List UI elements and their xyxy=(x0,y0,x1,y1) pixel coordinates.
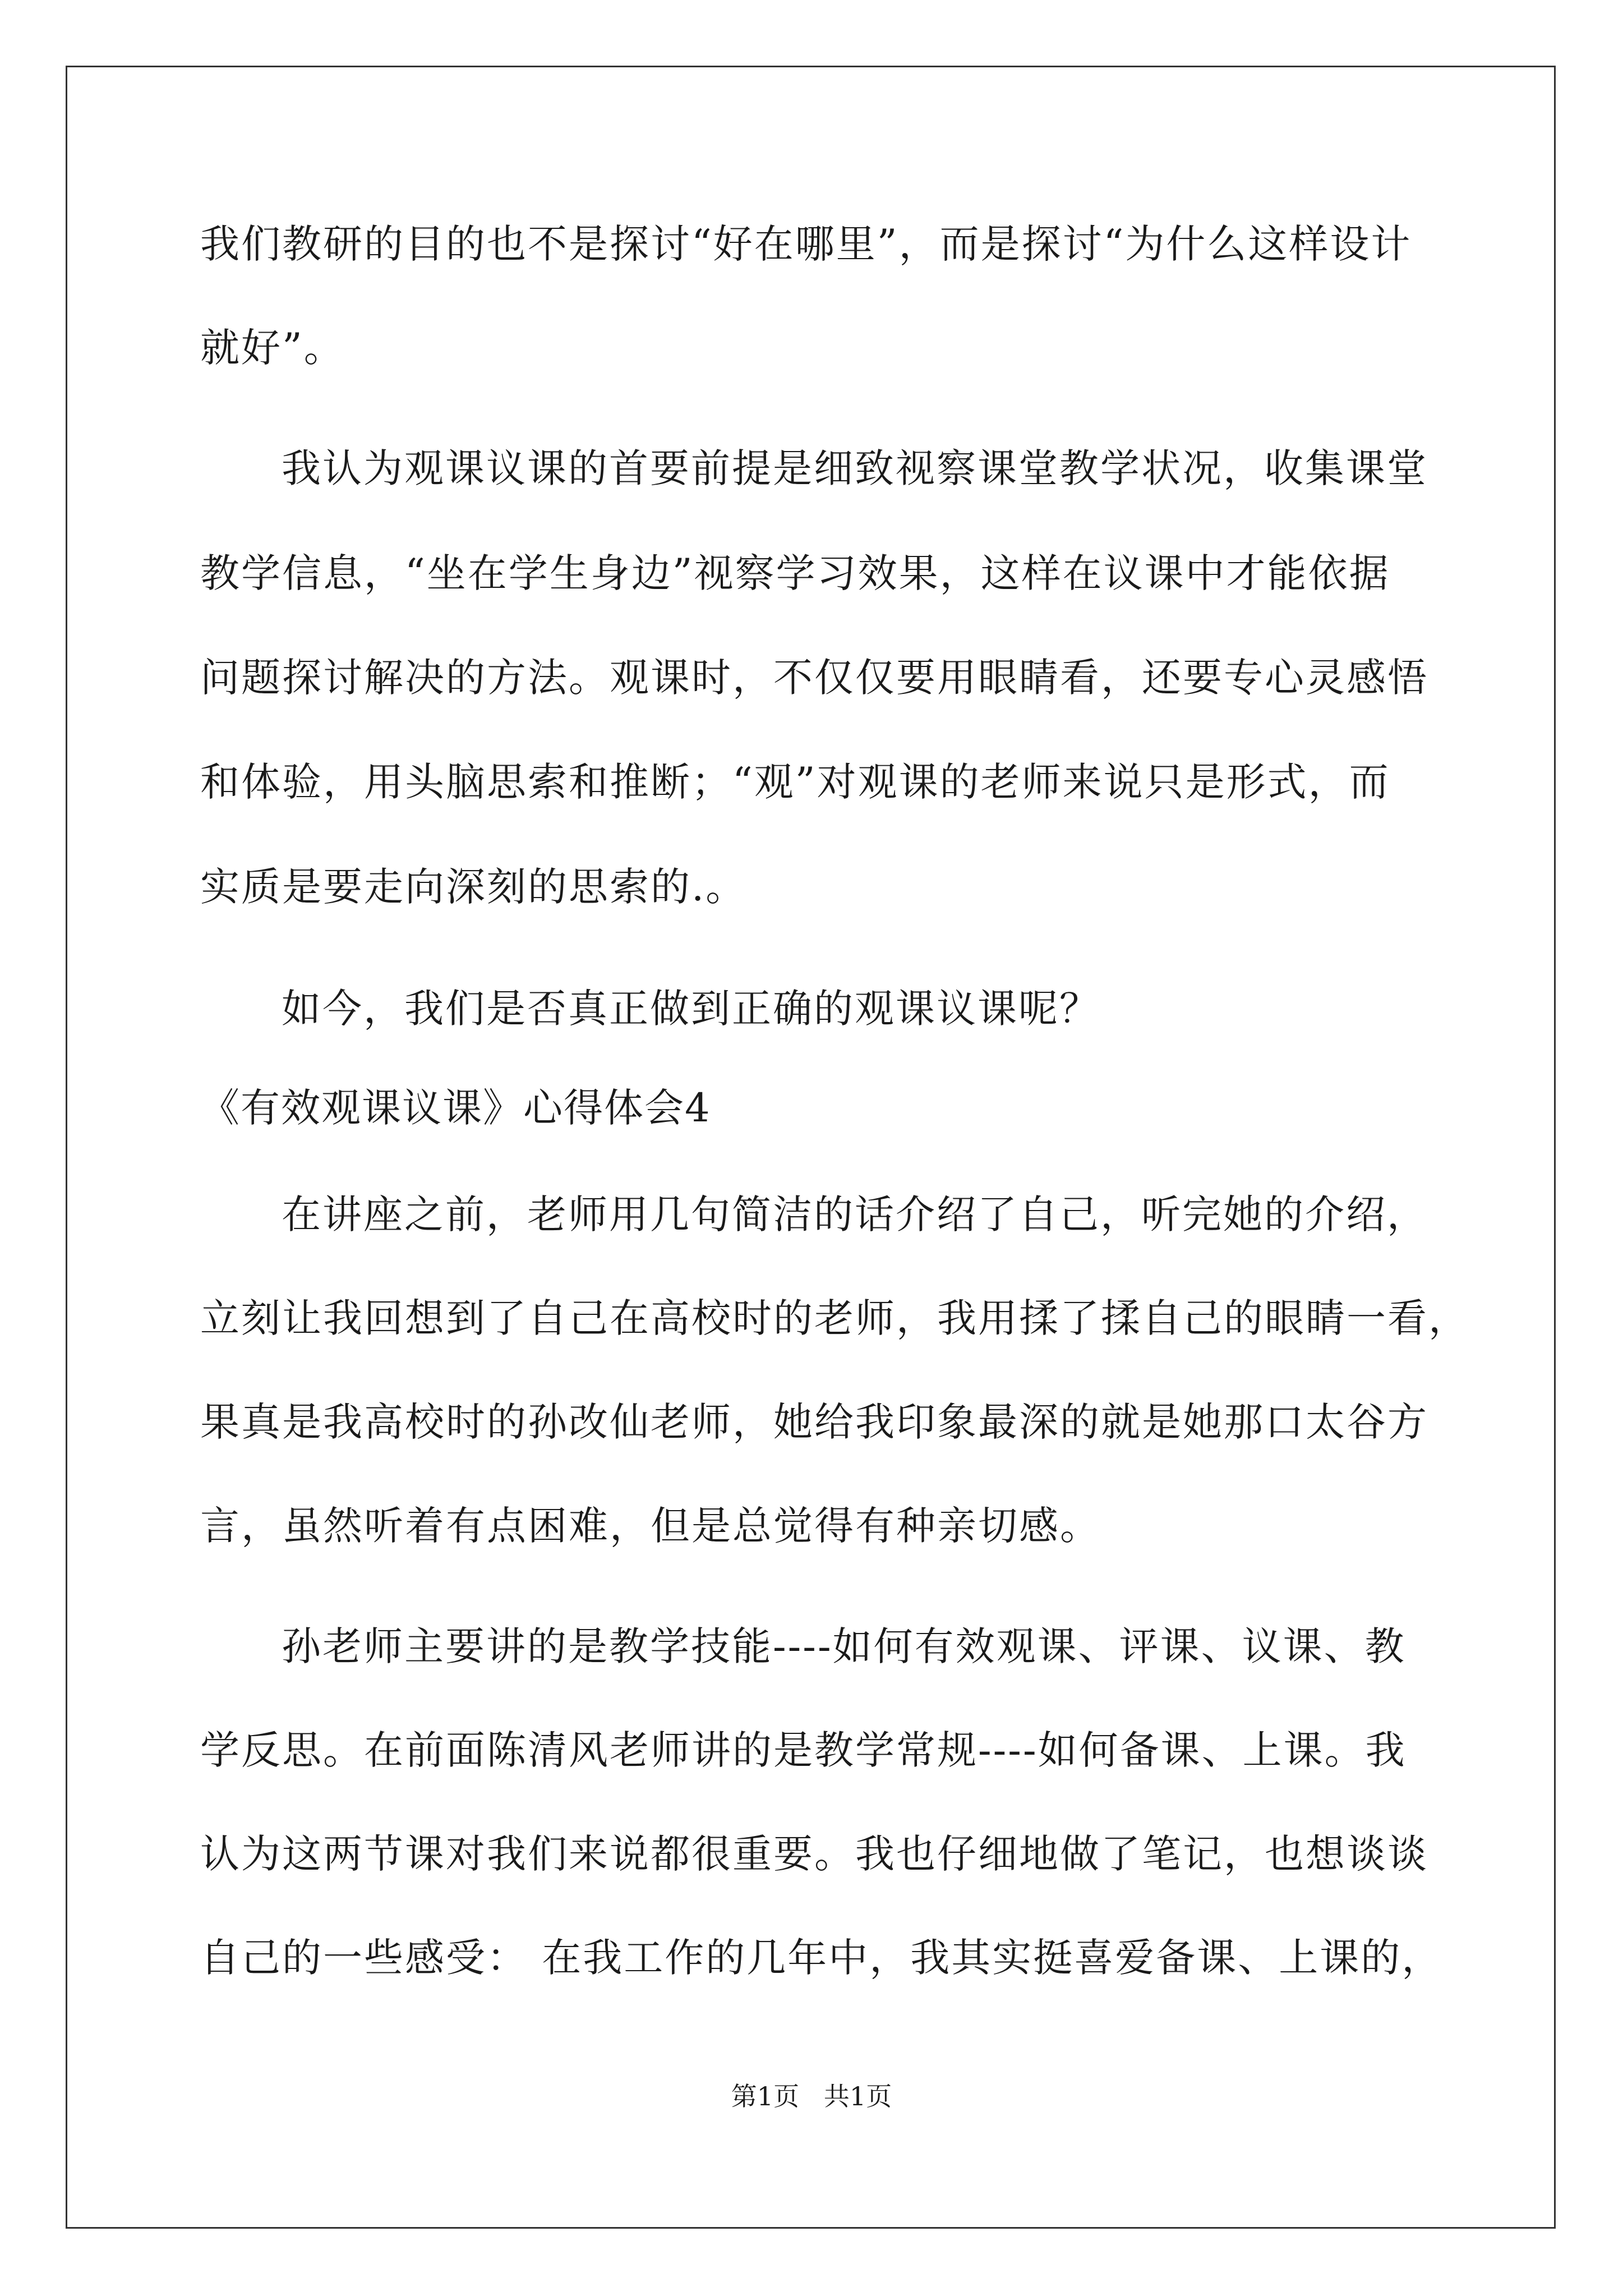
paragraph-line: 和体验，用头脑思索和推断；“观”对观课的老师来说只是形式，而 xyxy=(200,759,1390,805)
paragraph-line: 认为这两节课对我们来说都很重要。我也仔细地做了笔记，也想谈谈 xyxy=(200,1831,1428,1877)
paragraph-line: 我们教研的目的也不是探讨“好在哪里”，而是探讨“为什么这样设计 xyxy=(200,221,1412,267)
paragraph-line: 自己的一些感受： 在我工作的几年中，我其实挺喜爱备课、上课的， xyxy=(200,1935,1443,1981)
section-heading: 《有效观课议课》心得体会4 xyxy=(200,1085,711,1131)
paragraph-line: 在讲座之前，老师用几句简洁的话介绍了自己，听完她的介绍， xyxy=(282,1191,1428,1237)
page-number-footer: 第1页 共1页 xyxy=(731,2081,892,2111)
paragraph-line: 教学信息，“坐在学生身边”视察学习效果，这样在议课中才能依据 xyxy=(200,550,1390,596)
paragraph-line: 果真是我高校时的孙改仙老师，她给我印象最深的就是她那口太谷方 xyxy=(200,1399,1428,1445)
paragraph-line: 如今，我们是否真正做到正确的观课议课呢？ xyxy=(282,986,1100,1032)
paragraph-line: 问题探讨解决的方法。观课时，不仅仅要用眼睛看，还要专心灵感悟 xyxy=(200,655,1428,701)
paragraph-line: 孙老师主要讲的是教学技能----如何有效观课、评课、议课、教 xyxy=(282,1623,1406,1669)
paragraph-line: 我认为观课议课的首要前提是细致视察课堂教学状况，收集课堂 xyxy=(282,445,1428,491)
paragraph-line: 立刻让我回想到了自己在高校时的老师，我用揉了揉自己的眼睛一看， xyxy=(200,1295,1469,1341)
paragraph-line: 就好”。 xyxy=(200,325,345,371)
page-border xyxy=(66,66,1556,2229)
paragraph-line: 实质是要走向深刻的思索的.。 xyxy=(200,864,747,910)
paragraph-line: 学反思。在前面陈清风老师讲的是教学常规----如何备课、上课。我 xyxy=(200,1727,1407,1773)
paragraph-line: 言，虽然听着有点困难，但是总觉得有种亲切感。 xyxy=(200,1503,1101,1549)
